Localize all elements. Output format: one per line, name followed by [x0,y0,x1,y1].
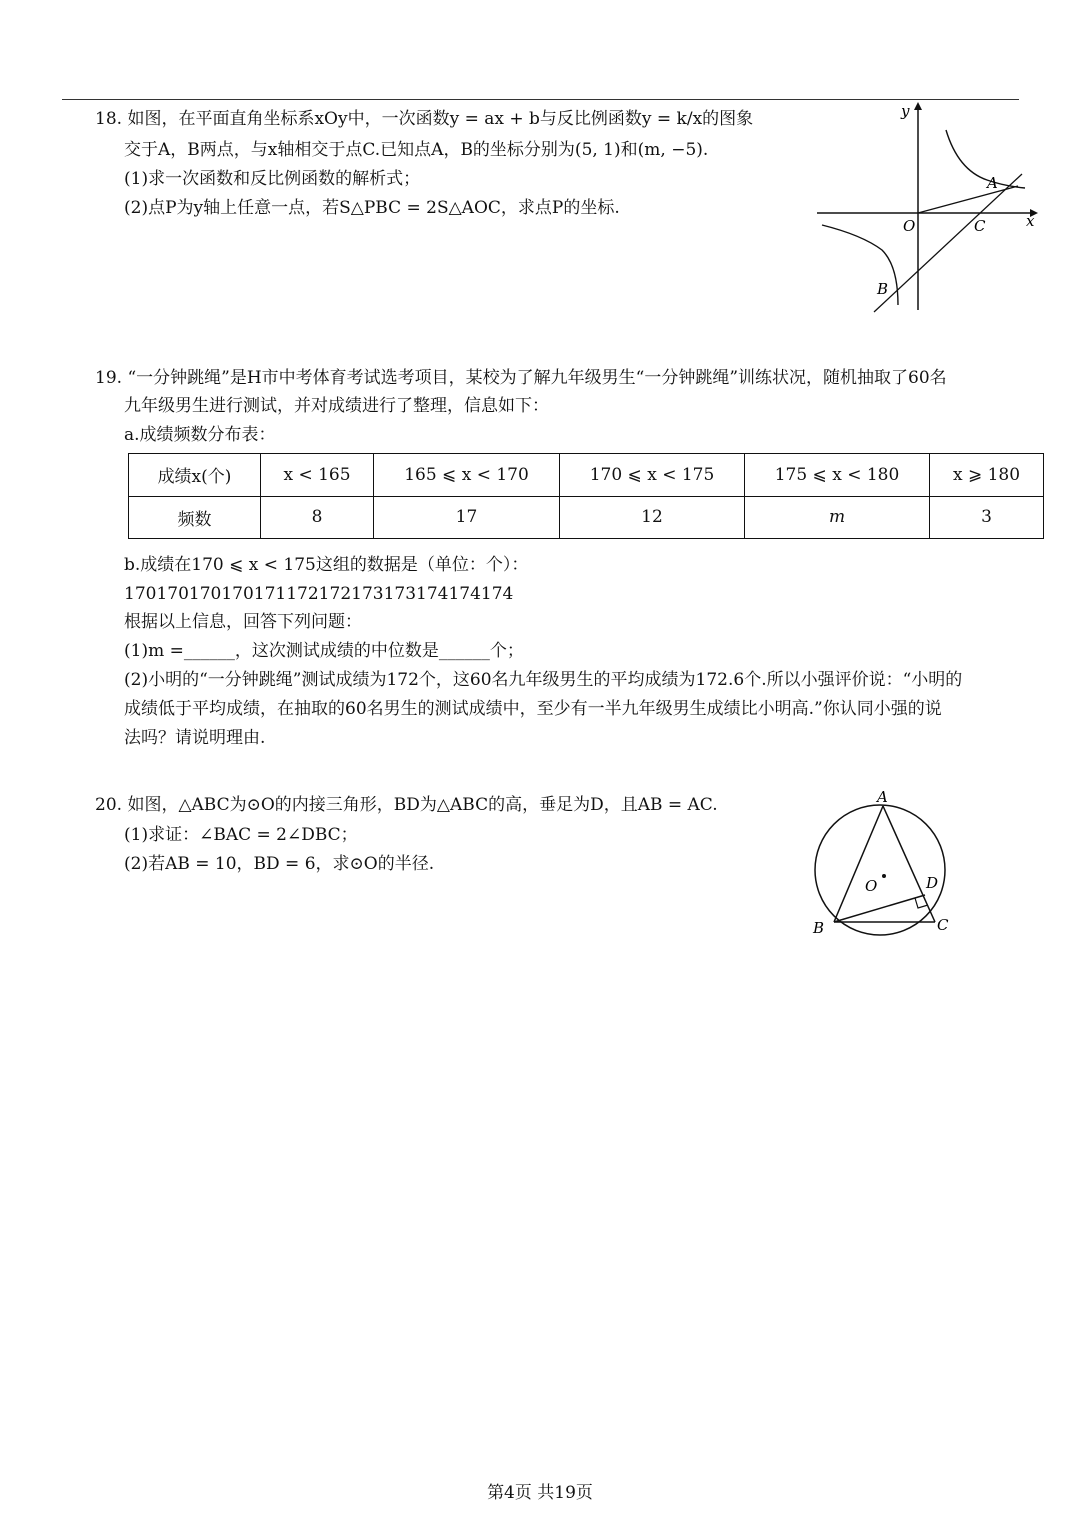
frequency-table [128,453,1044,539]
table-cell: 8 [261,496,374,539]
table-cell: 175 ⩽ x < 180 [745,454,930,497]
point-B-label: B [877,280,889,298]
altitude-BD [834,895,925,922]
q20-part-2: (2)若AB = 10，BD = 6，求⊙O的半径. [124,854,435,874]
circle-O [815,805,945,935]
origin-label: O [903,217,916,235]
point-C-label: C [937,916,949,934]
table-cell: 频数 [129,496,261,539]
q20-part-1: (1)求证：∠BAC = 2∠DBC； [124,825,358,845]
q18-part-2: (2)点P为y轴上任意一点，若S△PBC = 2S△AOC，求点P的坐标. [124,198,620,218]
table-cell: 12 [560,496,745,539]
q18-part-1: (1)求一次函数和反比例函数的解析式； [124,169,421,189]
center-dot [882,874,886,878]
q18-line-1: 18. 如图，在平面直角坐标系xOy中，一次函数y = ax + b与反比例函数y = k/x的图象 [95,109,754,129]
q18-coordinate-figure [812,100,1042,320]
q19-part-2-line-2: 成绩低于平均成绩，在抽取的60名男生的测试成绩中，至少有一半九年级男生成绩比小明高.”你认同小强的说 [124,699,942,719]
q19-table-caption: a.成绩频数分布表： [124,425,276,445]
point-A-label: A [877,788,888,806]
q19-line-1: 19. “一分钟跳绳”是H市中考体育考试选考项目，某校为了解九年级男生“一分钟跳绳”训练状况，随机抽取了60名 [95,368,947,388]
point-B-label: B [813,919,825,937]
point-C-label: C [974,217,986,235]
q19-part-1: (1)m =______，这次测试成绩的中位数是______个； [124,641,524,661]
side-AB [834,806,883,922]
table-cell: 170 ⩽ x < 175 [560,454,745,497]
table-cell: x < 165 [261,454,374,497]
table-cell: m [745,496,930,539]
y-axis-arrow [914,102,922,110]
center-O-label: O [865,877,878,895]
q19-line-2: 九年级男生进行测试，并对成绩进行了整理，信息如下： [124,396,549,416]
q20-line-1: 20. 如图，△ABC为⊙O的内接三角形，BD为△ABC的高，垂足为D，且AB = AC. [95,795,718,815]
linear-function-line [874,174,1022,312]
page-footer: 第4页 共19页 [487,1483,593,1503]
q19-part-2-line-1: (2)小明的“一分钟跳绳”测试成绩为172个，这60名九年级男生的平均成绩为172.6个.所以小强评价说：“小明的 [124,670,963,690]
table-header-row [129,454,1044,497]
point-A-label: A [987,174,998,192]
q20-circle-figure [805,785,965,945]
table-cell: 3 [930,496,1044,539]
segment-OA [918,186,1018,213]
hyperbola-first-quadrant [946,130,1025,188]
table-cell: 17 [374,496,560,539]
q19-line-b: b.成绩在170 ⩽ x < 175这组的数据是（单位：个）： [124,555,529,575]
point-D-label: D [926,874,939,892]
table-cell: x ⩾ 180 [930,454,1044,497]
q18-line-2: 交于A，B两点，与x轴相交于点C.已知点A，B的坐标分别为(5, 1)和(m, −5). [124,140,709,160]
table-cell: 165 ⩽ x < 170 [374,454,560,497]
table-row [129,496,1044,539]
q19-data-values: 170170170170171172172173173174174174 [124,584,514,604]
q19-instructions: 根据以上信息，回答下列问题： [124,612,362,632]
table-cell: 成绩x(个) [129,454,261,497]
q19-part-2-line-3: 法吗？请说明理由. [124,728,266,748]
x-axis-label: x [1026,212,1035,230]
y-axis-label: y [901,102,910,120]
